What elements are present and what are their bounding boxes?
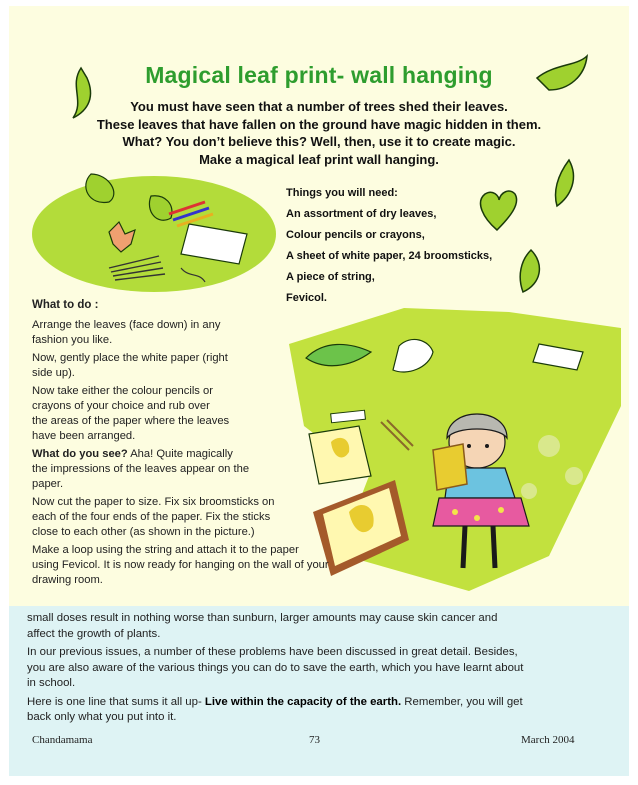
intro-text: [69, 98, 569, 168]
instruction-step: [32, 318, 402, 348]
text-line: Remember, you will get: [401, 695, 523, 708]
text-line: Arrange the leaves (face down) in any: [32, 319, 221, 331]
materials-list: [286, 183, 492, 309]
page: [9, 6, 629, 776]
instruction-step: [32, 384, 402, 444]
instructions-heading: What to do :: [32, 299, 99, 311]
text-line: Make a loop using the string and attach it to the paper: [32, 544, 299, 556]
article-paragraph: [27, 645, 619, 692]
text-line: crayons of your choice and rub over: [32, 400, 210, 412]
text-line: the impressions of the leaves appear on the: [32, 463, 250, 475]
materials-item: Fevicol.: [286, 292, 327, 304]
text-line: each of the four ends of the paper. Fix the sticks: [32, 511, 271, 523]
intro-line: You must have seen that a number of trees shed their leaves.: [130, 99, 508, 114]
text-line: Here is one line that sums it all up-: [27, 695, 205, 708]
key-message: Live within the capacity of the earth.: [204, 695, 402, 708]
text-line: Now, gently place the white paper (right: [32, 352, 228, 364]
materials-item: A piece of string,: [286, 271, 375, 283]
text-line: In our previous issues, a number of these problems have been discussed in great detail. Besides,: [27, 646, 518, 658]
text-line: the areas of the paper where the leaves: [32, 415, 230, 427]
instruction-step: [32, 543, 402, 588]
materials-illustration: [32, 174, 276, 292]
text-line: side up).: [32, 367, 75, 379]
page-title: Magical leaf print- wall hanging: [145, 62, 493, 88]
text-line: close to each other (as shown in the picture.): [32, 526, 255, 538]
text-line: Now cut the paper to size. Fix six broomsticks on: [32, 496, 275, 508]
text-line: affect the growth of plants.: [27, 627, 161, 640]
footer-page-number: 73: [309, 734, 320, 746]
instruction-step: [32, 351, 402, 381]
instruction-step: [32, 447, 402, 492]
text-line: you are also aware of the various things you can do to save the earth, which you have learnt about: [27, 661, 524, 674]
intro-line: These leaves that have fallen on the ground have magic hidden in them.: [96, 116, 542, 132]
text-line: fashion you like.: [32, 334, 113, 346]
text-line: paper.: [32, 478, 64, 490]
intro-line: Make a magical leaf print wall hanging.: [199, 151, 439, 167]
text-line: Aha! Quite magically: [127, 448, 233, 460]
materials-item: A sheet of white paper, 24 broomsticks,: [286, 250, 493, 262]
materials-heading: Things you will need:: [286, 187, 398, 199]
article-text: [27, 611, 619, 729]
article-paragraph: [27, 611, 619, 642]
instruction-step: [32, 495, 402, 540]
materials-item: Colour pencils or crayons,: [286, 229, 425, 241]
text-line: have been arranged.: [32, 430, 136, 442]
leaf-icon-right-lower: [520, 250, 539, 292]
text-line: Now take either the colour pencils or: [32, 385, 213, 397]
materials-item: An assortment of dry leaves,: [286, 208, 437, 220]
instructions: [32, 298, 402, 591]
text-line: drawing room.: [32, 574, 103, 586]
text-line: using Fevicol. It is now ready for hanging on the wall of your: [32, 559, 329, 571]
intro-line: What? You don’t believe this? Well, then, use it to create magic.: [122, 134, 516, 149]
footer-issue-date: March 2004: [521, 734, 575, 746]
text-line: in school.: [27, 677, 76, 689]
text-line: small doses result in nothing worse than sunburn, larger amounts may cause skin cancer and: [27, 612, 498, 624]
article-paragraph: [27, 695, 619, 726]
footer-magazine-name: Chandamama: [32, 734, 93, 746]
question-emphasis: What do you see?: [32, 448, 128, 460]
text-line: back only what you put into it.: [27, 711, 177, 723]
